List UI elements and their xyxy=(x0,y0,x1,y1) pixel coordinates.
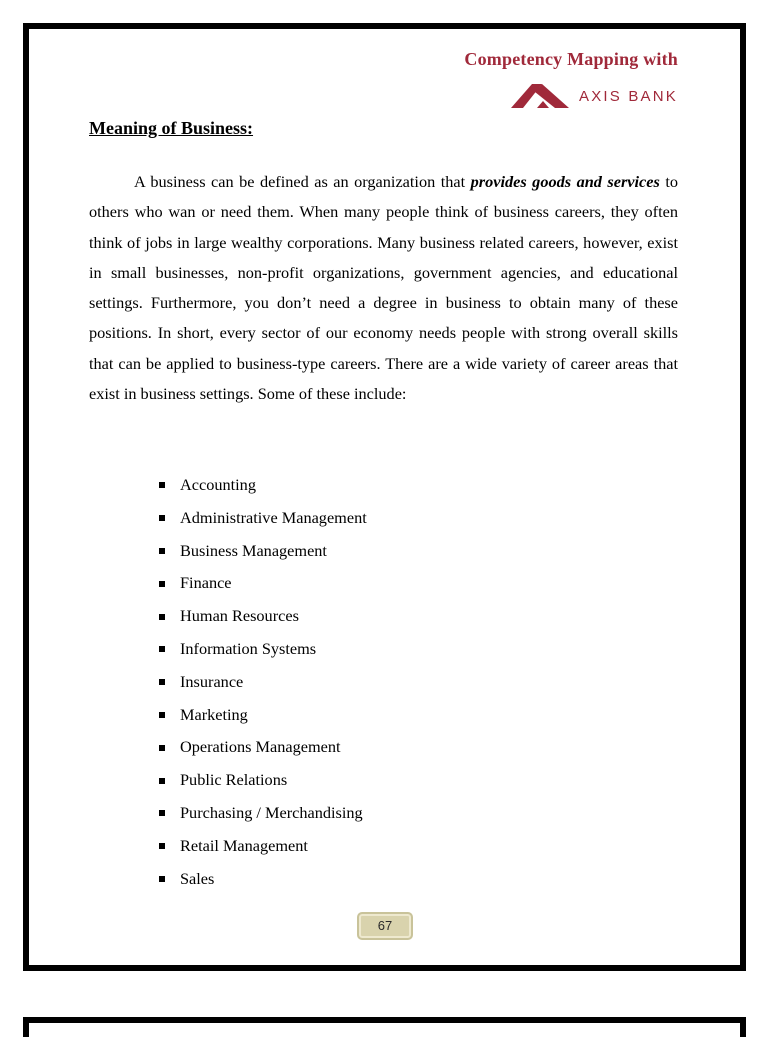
list-item-label: Business Management xyxy=(180,540,327,560)
list-item-label: Information Systems xyxy=(180,638,317,658)
logo-text: AXIS BANK xyxy=(579,87,678,105)
square-bullet-icon xyxy=(159,778,165,784)
square-bullet-icon xyxy=(159,679,165,685)
list-item-label: Operations Management xyxy=(180,737,341,757)
list-item-label: Sales xyxy=(180,868,215,888)
square-bullet-icon xyxy=(159,876,165,882)
list-item xyxy=(159,469,367,502)
paragraph-body: to others who wan or need them. When many people think of business careers, they often think of jobs in large wealthy corporations. Many business related careers, however, exist in small businesses, non-profit organizations, government agencies, and educational settings. Furthermore, you don’t need a degree in business to obtain many of these positions. In short, every sector of our economy needs people with strong overall skills that can be applied to business-type careers. There are a wide variety of career areas that exist in business settings. Some of these include: xyxy=(89,172,678,404)
square-bullet-icon xyxy=(159,712,165,718)
square-bullet-icon xyxy=(159,548,165,554)
page-content xyxy=(29,29,740,965)
paragraph-intro: A business can be defined as an organization that xyxy=(134,172,471,191)
list-item-label: Insurance xyxy=(180,671,244,691)
list-item xyxy=(159,764,367,797)
square-bullet-icon xyxy=(159,843,165,849)
square-bullet-icon xyxy=(159,614,165,620)
body-paragraph xyxy=(89,167,678,409)
square-bullet-icon xyxy=(159,515,165,521)
next-page-edge xyxy=(23,1017,746,1037)
paragraph-emphasis: provides goods and services xyxy=(470,172,660,191)
square-bullet-icon xyxy=(159,810,165,816)
list-item-label: Finance xyxy=(180,573,232,593)
list-item xyxy=(159,731,367,764)
list-item xyxy=(159,863,367,896)
list-item-label: Accounting xyxy=(180,475,256,494)
list-item-label: Public Relations xyxy=(180,770,288,790)
list-item-label: Administrative Management xyxy=(180,507,367,527)
list-item xyxy=(159,830,367,863)
list-item-label: Purchasing / Merchandising xyxy=(180,802,363,822)
career-areas-list xyxy=(159,469,367,895)
list-item-label: Human Resources xyxy=(180,606,299,626)
list-item xyxy=(159,567,367,600)
list-item xyxy=(159,699,367,732)
page-number-badge: 67 xyxy=(357,912,413,940)
list-item xyxy=(159,502,367,535)
list-item xyxy=(159,535,367,568)
list-item xyxy=(159,666,367,699)
square-bullet-icon xyxy=(159,745,165,751)
section-heading: Meaning of Business: xyxy=(89,118,254,138)
list-item xyxy=(159,600,367,633)
square-bullet-icon xyxy=(159,482,165,488)
list-item xyxy=(159,633,367,666)
list-item-label: Retail Management xyxy=(180,835,308,855)
list-item xyxy=(159,797,367,830)
axis-bank-logo xyxy=(511,83,678,109)
document-page xyxy=(23,23,746,971)
header-title: Competency Mapping with xyxy=(464,49,678,69)
square-bullet-icon xyxy=(159,646,165,652)
list-item-label: Marketing xyxy=(180,704,248,724)
square-bullet-icon xyxy=(159,581,165,587)
axis-bank-logo-icon xyxy=(511,84,573,108)
